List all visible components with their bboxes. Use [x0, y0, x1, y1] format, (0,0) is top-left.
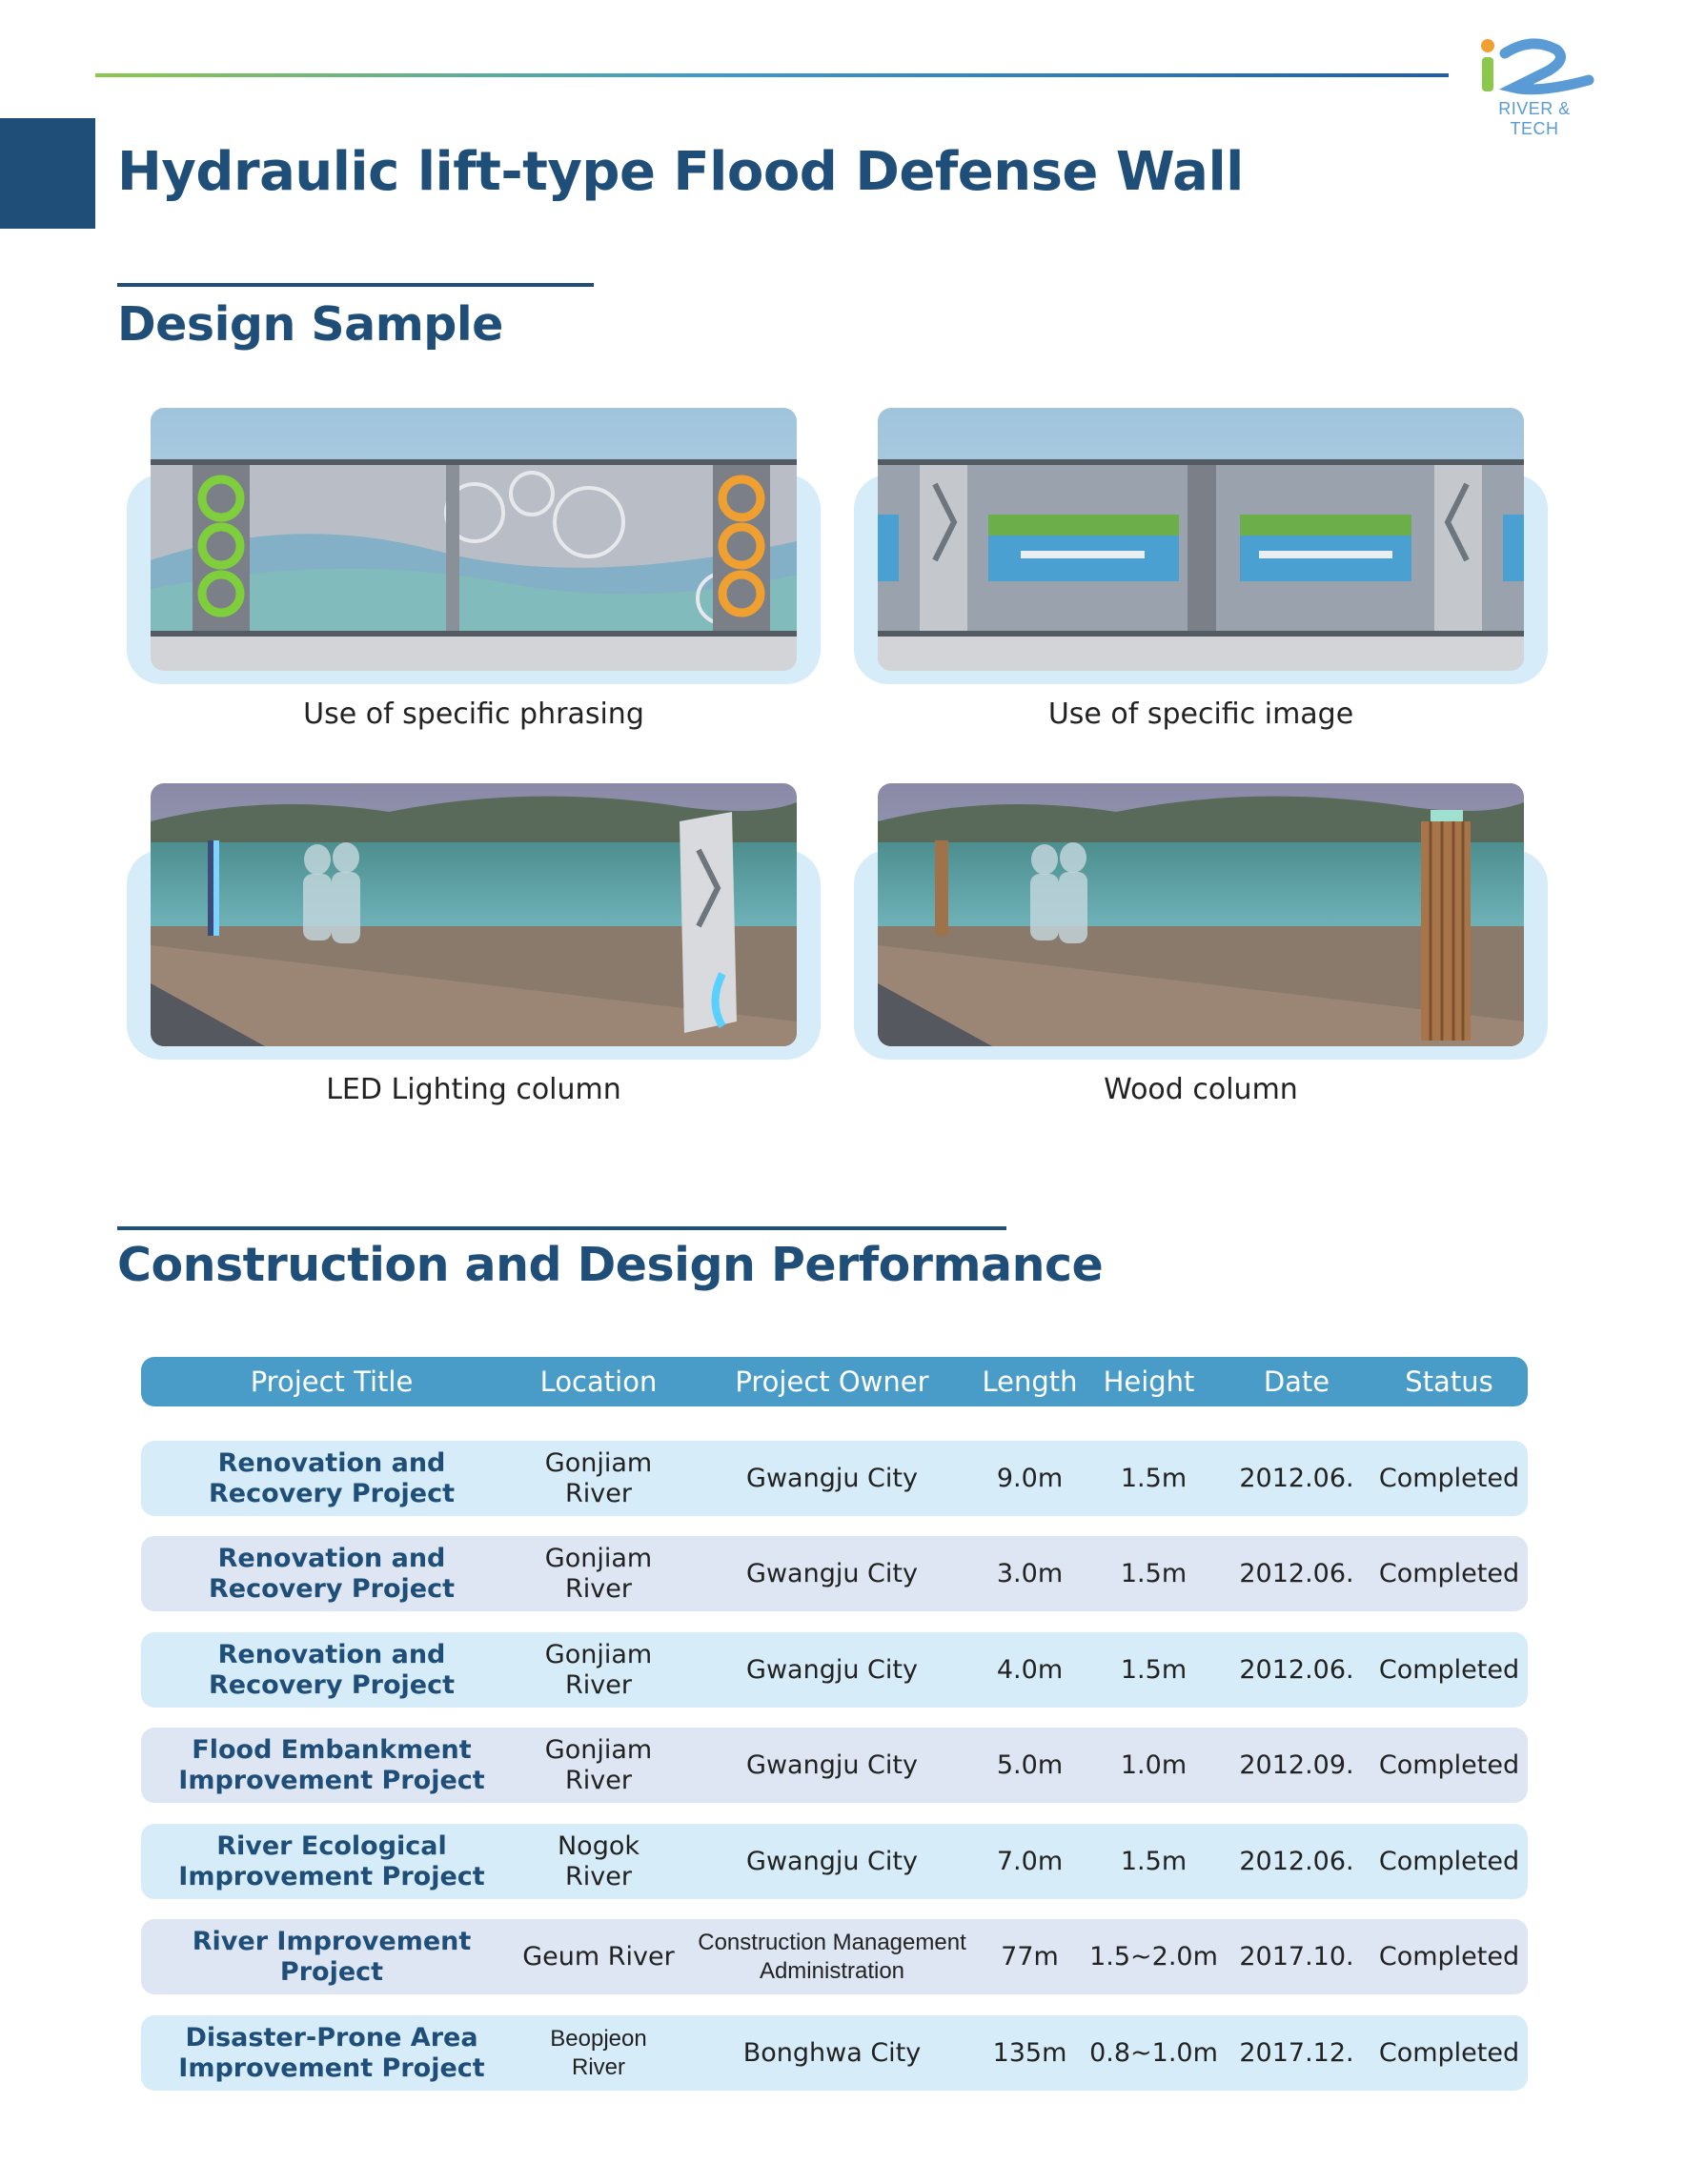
- status-cell: Completed: [1378, 1463, 1520, 1493]
- column-header: Status: [1405, 1365, 1493, 1398]
- date-cell: 2012.06.: [1239, 1846, 1354, 1876]
- location-cell: Gonjiam River: [544, 1639, 653, 1700]
- column-header: Length: [982, 1365, 1078, 1398]
- card-caption: Use of specific phrasing: [303, 698, 644, 731]
- project-title-cell: Renovation and Recovery Project: [208, 1543, 456, 1604]
- height-cell: 1.5m: [1120, 1654, 1188, 1685]
- card-caption: Wood column: [1104, 1073, 1298, 1106]
- logo-text: RIVER & TECH: [1498, 99, 1571, 138]
- status-cell: Completed: [1378, 1941, 1520, 1972]
- project-title-cell: Renovation and Recovery Project: [208, 1639, 456, 1700]
- status-cell: Completed: [1378, 2037, 1520, 2068]
- wall-phrasing-image: [151, 408, 797, 671]
- length-cell: 4.0m: [996, 1654, 1064, 1685]
- table-row: [141, 1536, 1528, 1611]
- header-divider: [95, 73, 1449, 77]
- wood-column-image: [878, 783, 1524, 1046]
- location-cell: Gonjiam River: [544, 1447, 653, 1508]
- table-row: [141, 1919, 1528, 1994]
- height-cell: 1.5~2.0m: [1089, 1941, 1218, 1972]
- card-caption: Use of specific image: [1047, 698, 1354, 731]
- project-title-cell: River Improvement Project: [192, 1926, 472, 1987]
- height-cell: 1.0m: [1120, 1749, 1188, 1780]
- status-cell: Completed: [1378, 1654, 1520, 1685]
- date-cell: 2012.06.: [1239, 1654, 1354, 1685]
- page-title: Hydraulic lift-type Flood Defense Wall: [117, 141, 1244, 203]
- owner-cell: Gwangju City: [746, 1463, 918, 1493]
- location-cell: Gonjiam River: [544, 1734, 653, 1795]
- column-header: Date: [1263, 1365, 1330, 1398]
- date-cell: 2012.09.: [1239, 1749, 1354, 1780]
- owner-cell: Gwangju City: [746, 1654, 918, 1685]
- design-card-led: [127, 783, 821, 1106]
- length-cell: 7.0m: [996, 1846, 1064, 1876]
- design-card-phrasing: [127, 408, 821, 731]
- table-row: [141, 1824, 1528, 1899]
- table-row: [141, 2015, 1528, 2091]
- date-cell: 2012.06.: [1239, 1558, 1354, 1588]
- project-title-cell: Renovation and Recovery Project: [208, 1447, 456, 1508]
- location-cell: Beopjeon River: [550, 2025, 647, 2080]
- height-cell: 1.5m: [1120, 1846, 1188, 1876]
- date-cell: 2017.12.: [1239, 2037, 1354, 2068]
- wall-image-panel-image: [878, 408, 1524, 671]
- column-header: Project Owner: [735, 1365, 929, 1398]
- height-cell: 1.5m: [1120, 1463, 1188, 1493]
- owner-cell: Gwangju City: [746, 1558, 918, 1588]
- design-card-image: [854, 408, 1548, 731]
- owner-cell: Gwangju City: [746, 1846, 918, 1876]
- length-cell: 77m: [1001, 1941, 1059, 1972]
- location-cell: Geum River: [522, 1941, 675, 1972]
- owner-cell: Bonghwa City: [742, 2037, 922, 2068]
- section-rule: [117, 283, 594, 287]
- length-cell: 9.0m: [996, 1463, 1064, 1493]
- card-caption: LED Lighting column: [326, 1073, 621, 1106]
- date-cell: 2012.06.: [1239, 1463, 1354, 1493]
- section-title-design-sample: Design Sample: [117, 297, 503, 352]
- table-row: [141, 1632, 1528, 1708]
- status-cell: Completed: [1378, 1749, 1520, 1780]
- date-cell: 2017.10.: [1239, 1941, 1354, 1972]
- project-title-cell: River Ecological Improvement Project: [178, 1830, 485, 1891]
- status-cell: Completed: [1378, 1558, 1520, 1588]
- location-cell: Nogok River: [557, 1830, 639, 1891]
- owner-cell: Gwangju City: [746, 1749, 918, 1780]
- project-title-cell: Disaster-Prone Area Improvement Project: [178, 2022, 485, 2083]
- led-column-image: [151, 783, 797, 1046]
- length-cell: 3.0m: [996, 1558, 1064, 1588]
- status-cell: Completed: [1378, 1846, 1520, 1876]
- section-title-performance: Construction and Design Performance: [117, 1238, 1104, 1292]
- table-row: [141, 1728, 1528, 1803]
- owner-cell: Construction Management Administration: [698, 1929, 966, 1984]
- company-logo: [1472, 32, 1596, 138]
- project-title-cell: Flood Embankment Improvement Project: [178, 1734, 485, 1795]
- column-header: Height: [1103, 1365, 1195, 1398]
- design-card-wood: [854, 783, 1548, 1106]
- height-cell: 0.8~1.0m: [1089, 2037, 1218, 2068]
- table-header: [141, 1357, 1528, 1406]
- table-row: [141, 1441, 1528, 1516]
- column-header: Project Title: [250, 1365, 414, 1398]
- length-cell: 5.0m: [996, 1749, 1064, 1780]
- length-cell: 135m: [992, 2037, 1067, 2068]
- column-header: Location: [539, 1365, 658, 1398]
- title-accent-block: [0, 118, 95, 229]
- location-cell: Gonjiam River: [544, 1543, 653, 1604]
- height-cell: 1.5m: [1120, 1558, 1188, 1588]
- section-rule: [117, 1226, 1006, 1230]
